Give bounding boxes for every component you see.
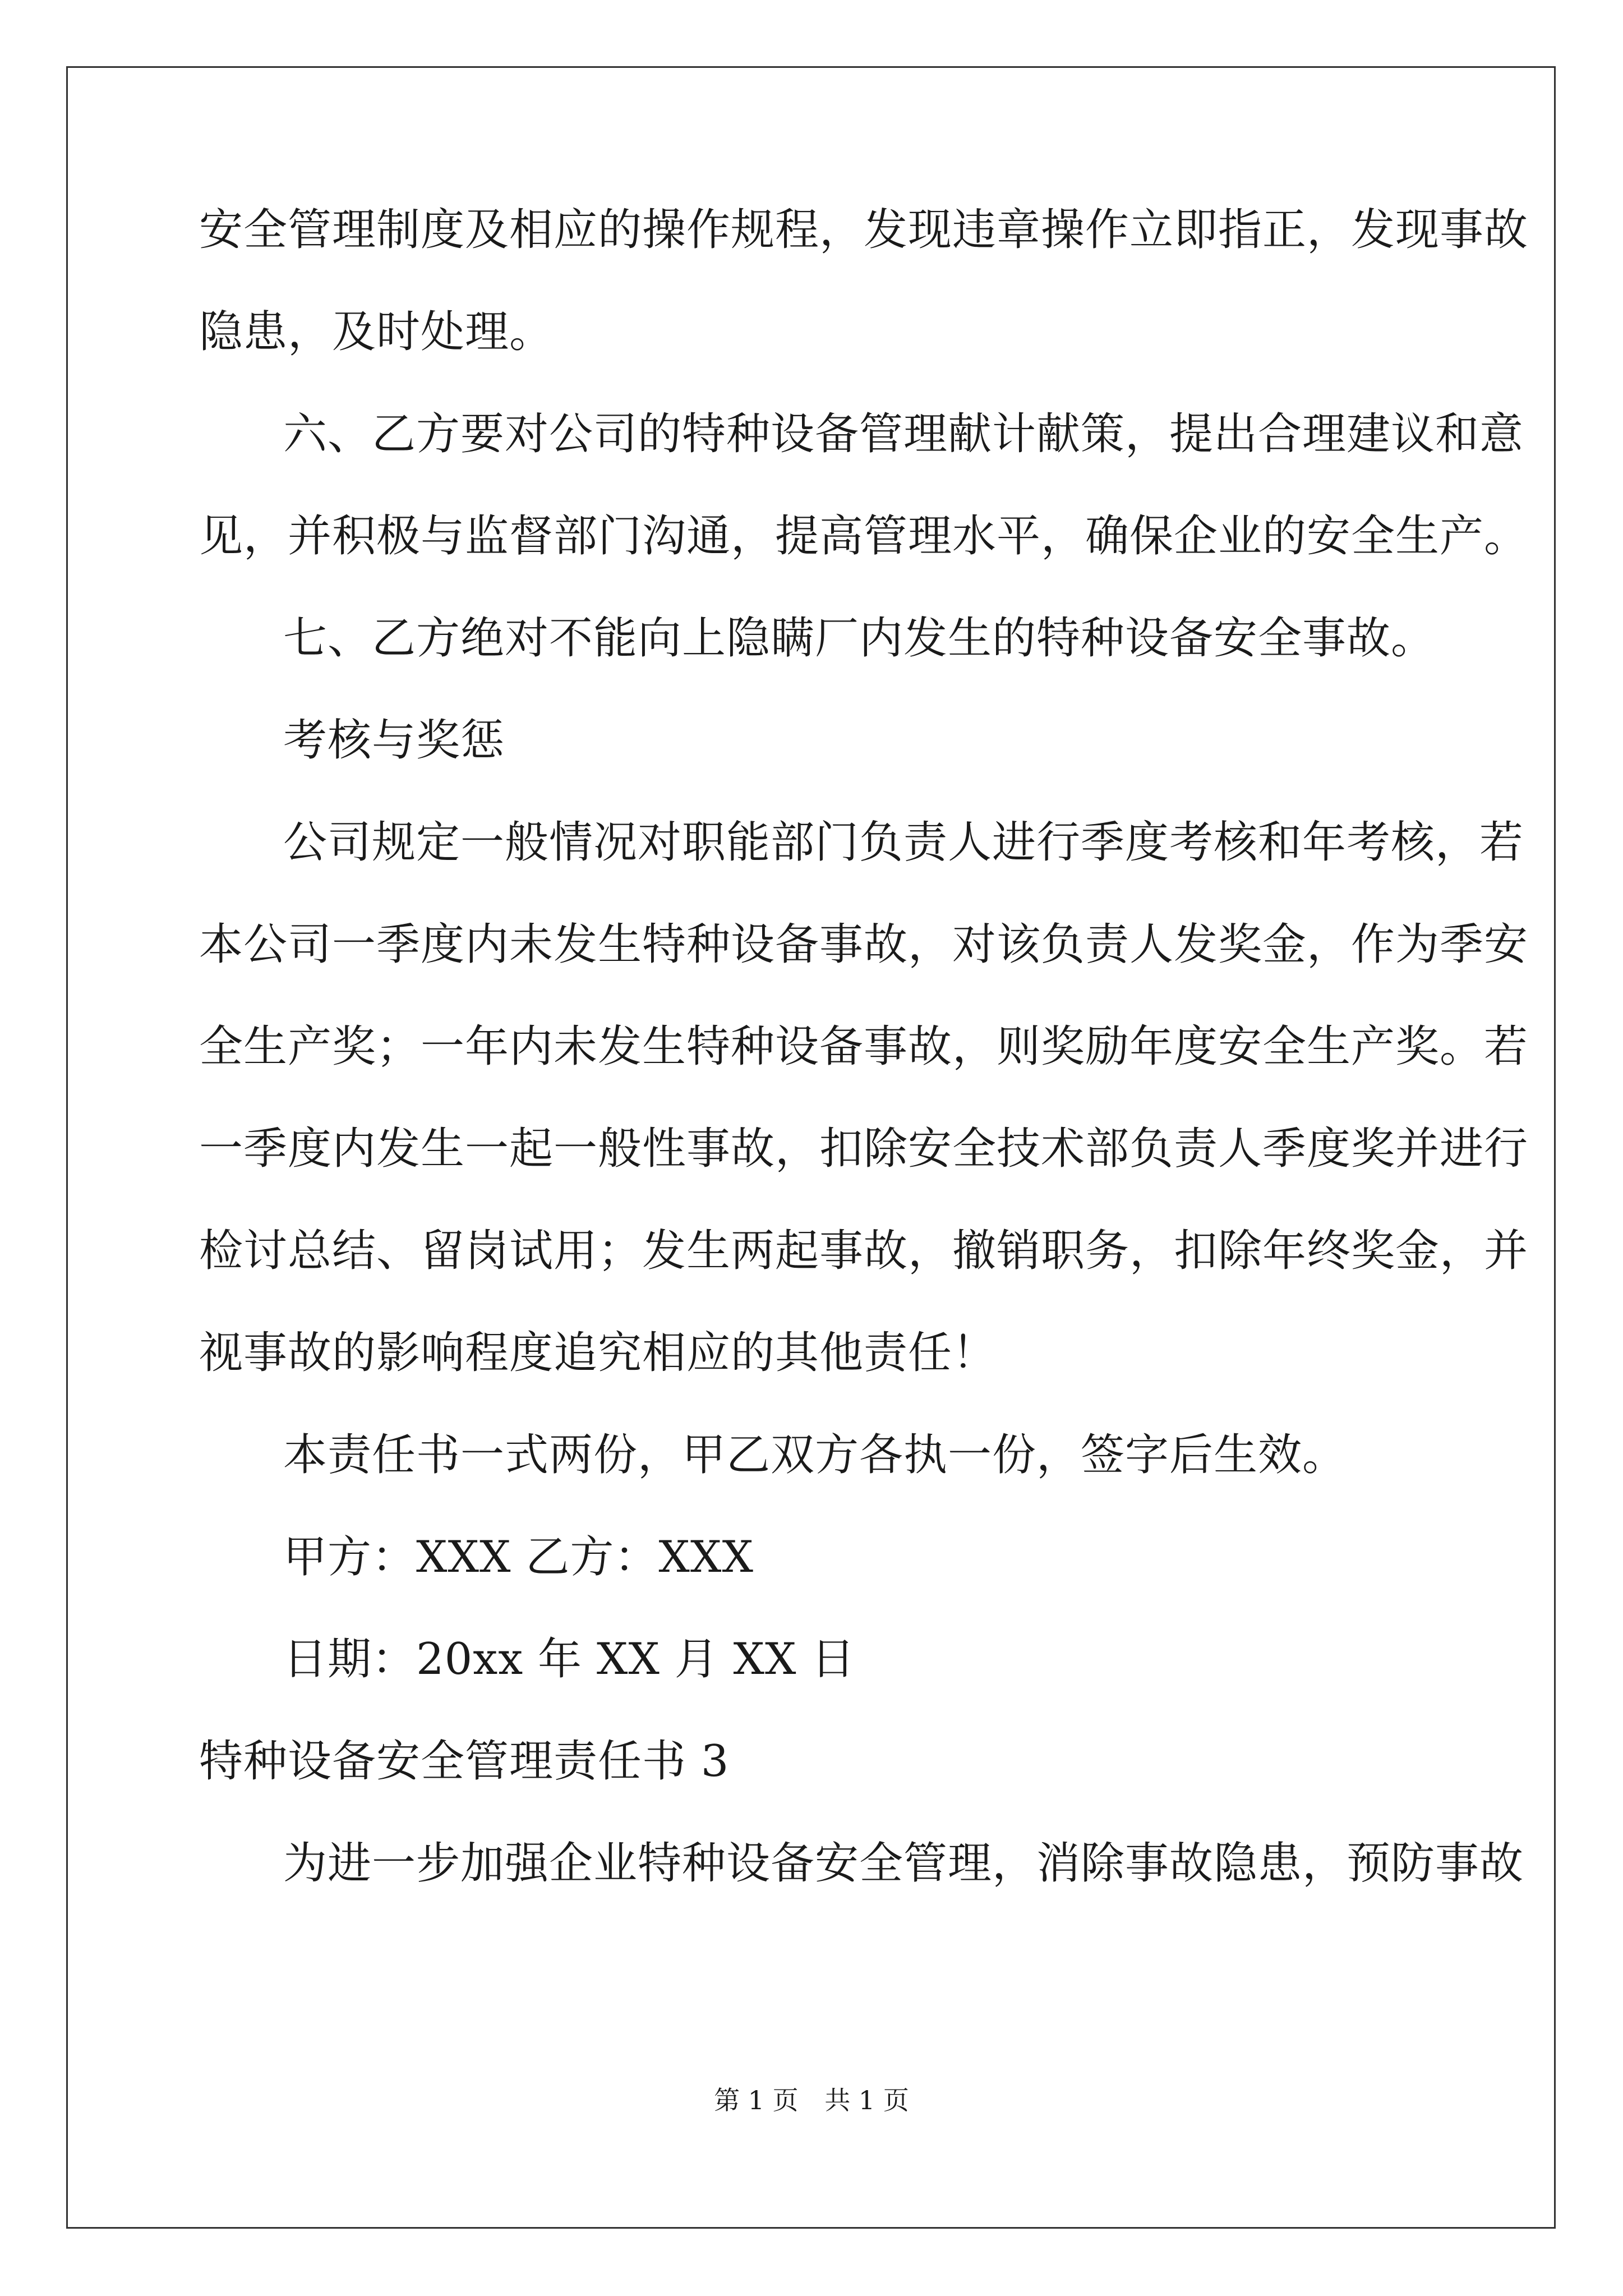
body-line: 检讨总结、留岗试用；发生两起事故，撤销职务，扣除年终奖金，并	[199, 1226, 1529, 1276]
page-total: 共 1 页	[824, 2085, 909, 2115]
body-line: 见，并积极与监督部门沟通，提高管理水平，确保企业的安全生产。	[199, 511, 1529, 562]
body-line: 全生产奖；一年内未发生特种设备事故，则奖励年度安全生产奖。若	[199, 1022, 1529, 1072]
body-line: 公司规定一般情况对职能部门负责人进行季度考核和年考核，若	[283, 817, 1524, 868]
page-footer	[0, 2083, 1623, 2117]
signature-line: 甲方：XXX 乙方：XXX	[283, 1532, 754, 1582]
body-line: 一季度内发生一起一般性事故，扣除安全技术部负责人季度奖并进行	[199, 1124, 1529, 1174]
body-line: 隐患，及时处理。	[199, 307, 554, 357]
document-title: 特种设备安全管理责任书 3	[199, 1736, 730, 1787]
section-heading: 考核与奖惩	[283, 715, 505, 766]
body-line: 本责任书一式两份，甲乙双方各执一份，签字后生效。	[283, 1430, 1347, 1480]
body-line: 安全管理制度及相应的操作规程，发现违章操作立即指正，发现事故	[199, 205, 1529, 255]
body-line: 视事故的影响程度追究相应的其他责任！	[199, 1328, 997, 1378]
date-line: 日期：20xx 年 XX 月 XX 日	[283, 1634, 856, 1685]
page-number: 第 1 页	[714, 2085, 799, 2115]
body-line: 本公司一季度内未发生特种设备事故，对该负责人发奖金，作为季安	[199, 919, 1529, 970]
body-line: 六、乙方要对公司的特种设备管理献计献策，提出合理建议和意	[283, 409, 1524, 459]
body-line: 为进一步加强企业特种设备安全管理，消除事故隐患，预防事故	[283, 1838, 1524, 1889]
body-line: 七、乙方绝对不能向上隐瞒厂内发生的特种设备安全事故。	[283, 613, 1436, 664]
